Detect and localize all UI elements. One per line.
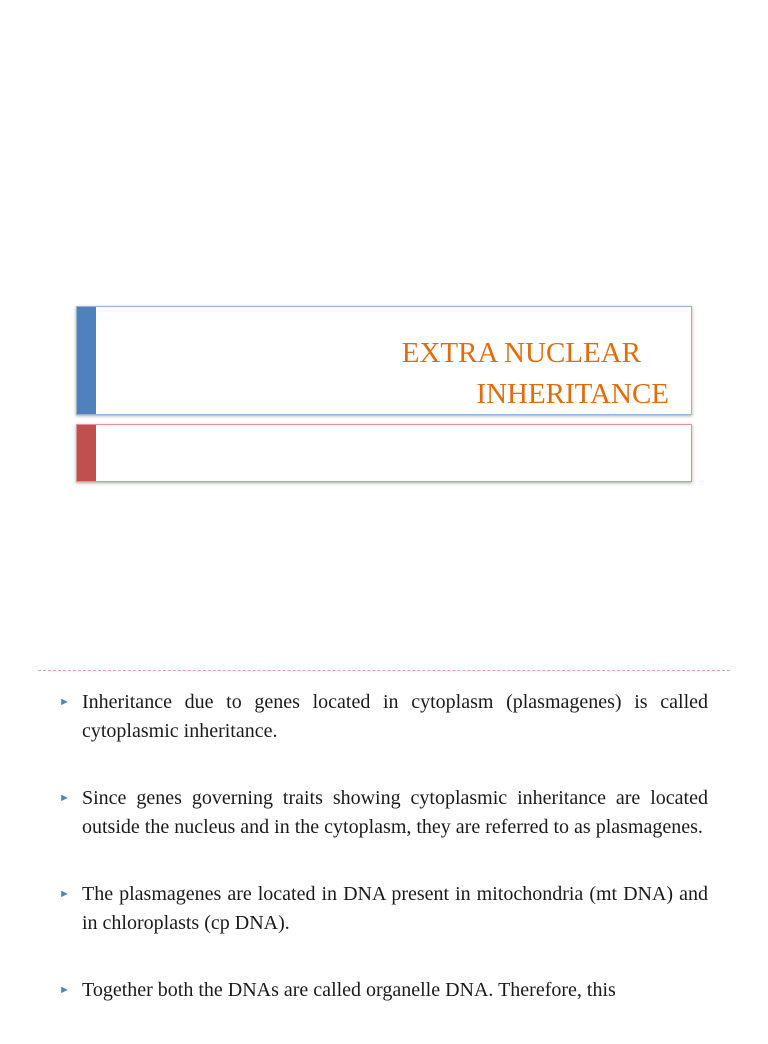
bullet-text: The plasmagenes are located in DNA present in mitochondria (mt DNA) and in chloroplasts (cp DNA). xyxy=(82,883,708,934)
subtitle-accent-bar xyxy=(77,425,96,481)
bullet-item xyxy=(56,688,708,745)
bullet-text: Together both the DNAs are called organelle DNA. Therefore, this xyxy=(82,979,616,1001)
bullet-item xyxy=(56,880,708,937)
bullet-text: Since genes governing traits showing cytoplasmic inheritance are located outside the nucleus and in the cytoplasm, they are referred to as plasmagenes. xyxy=(82,787,708,838)
bullet-item xyxy=(56,784,708,841)
triangle-right-icon: ► xyxy=(59,888,70,900)
slide-title-line2: INHERITANCE xyxy=(476,378,669,410)
slide-title xyxy=(402,333,669,415)
slide-title-line1: EXTRA NUCLEAR xyxy=(401,337,641,369)
page-divider xyxy=(38,670,730,671)
triangle-right-icon: ► xyxy=(59,984,70,996)
title-box xyxy=(76,306,692,415)
subtitle-box xyxy=(76,424,692,482)
title-accent-bar xyxy=(77,307,96,414)
bullet-item xyxy=(56,976,708,1005)
triangle-right-icon: ► xyxy=(59,696,70,708)
triangle-right-icon: ► xyxy=(59,792,70,804)
bullet-text: Inheritance due to genes located in cytoplasm (plasmagenes) is called cytoplasmic inheritance. xyxy=(82,691,708,742)
bullet-list xyxy=(56,688,708,1044)
